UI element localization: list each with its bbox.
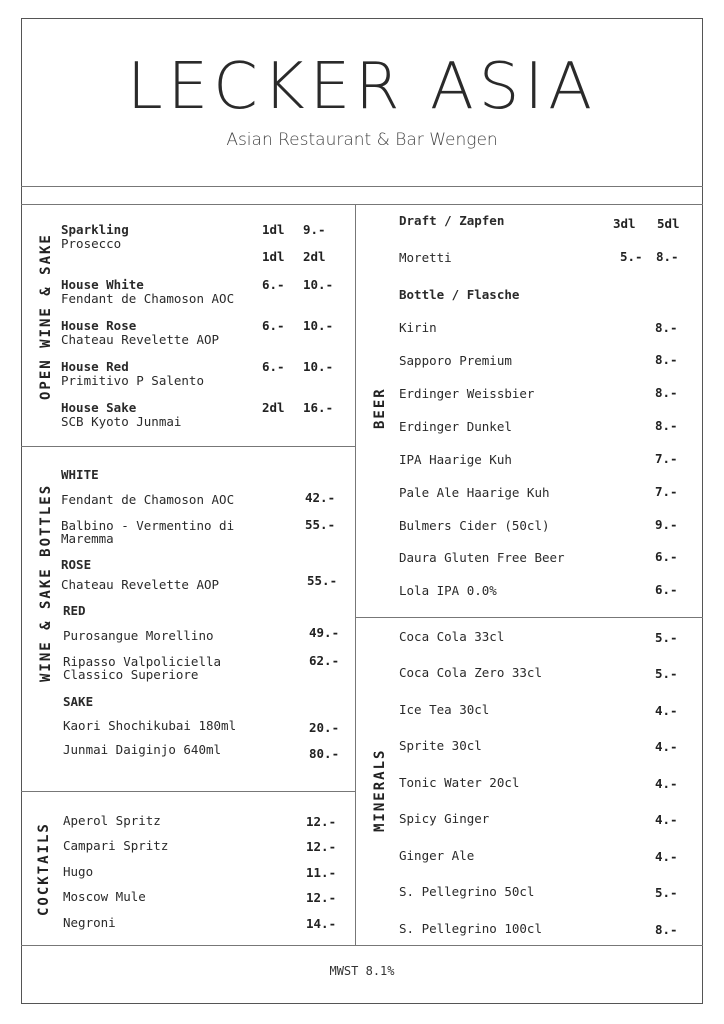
beer-item-7-name: Bulmers Cider (50cl) — [399, 518, 550, 533]
beer-label: BEER — [372, 387, 388, 429]
house-rose-name: House Rose — [61, 318, 137, 333]
mineral-item-8-price: 5.- — [655, 885, 678, 900]
white-item-2-name: Balbino - Vermentino di — [61, 518, 235, 533]
open-wine-size-2: 2dl — [303, 249, 326, 264]
beer-item-8-name: Daura Gluten Free Beer — [399, 550, 565, 565]
mineral-item-6-price: 4.- — [655, 812, 678, 827]
cocktail-item-5-name: Negroni — [63, 915, 116, 930]
sparkling-name: Sparkling — [61, 222, 129, 237]
header-divider-1 — [21, 186, 703, 187]
cocktail-item-4-name: Moscow Mule — [63, 889, 146, 904]
rose-heading: ROSE — [61, 557, 92, 572]
sparkling-price: 9.- — [303, 222, 326, 237]
house-red-price-2: 10.- — [303, 359, 334, 374]
mineral-item-5-price: 4.- — [655, 776, 678, 791]
beer-item-7-price: 9.- — [655, 517, 678, 532]
mineral-item-9-price: 8.- — [655, 922, 678, 937]
draft-item-name: Moretti — [399, 250, 452, 265]
sake-item-2-price: 80.- — [309, 746, 340, 761]
beer-item-9-price: 6.- — [655, 582, 678, 597]
open-wine-divider — [21, 446, 355, 447]
beer-item-9-name: Lola IPA 0.0% — [399, 583, 497, 598]
cocktail-item-5-price: 14.- — [306, 916, 337, 931]
restaurant-title: LECKER ASIA — [126, 50, 598, 124]
house-red-name: House Red — [61, 359, 129, 374]
footer-divider — [21, 945, 703, 946]
sparkling-desc: Prosecco — [61, 236, 122, 251]
mineral-item-1-name: Coca Cola 33cl — [399, 629, 505, 644]
house-sake-desc: SCB Kyoto Junmai — [61, 414, 182, 429]
house-white-price-2: 10.- — [303, 277, 334, 292]
mineral-item-9-name: S. Pellegrino 100cl — [399, 921, 542, 936]
cocktail-item-2-name: Campari Spritz — [63, 838, 169, 853]
draft-heading: Draft / Zapfen — [399, 213, 505, 228]
house-red-desc: Primitivo P Salento — [61, 373, 204, 388]
mineral-item-8-name: S. Pellegrino 50cl — [399, 884, 535, 899]
house-rose-price-1: 6.- — [262, 318, 285, 333]
open-wine-size-1: 1dl — [262, 249, 285, 264]
sparkling-size: 1dl — [262, 222, 285, 237]
beer-item-5-price: 7.- — [655, 451, 678, 466]
sake-item-2-name: Junmai Daiginjo 640ml — [63, 742, 222, 757]
bottle-heading: Bottle / Flasche — [399, 287, 520, 302]
beer-item-3-price: 8.- — [655, 385, 678, 400]
mineral-item-1-price: 5.- — [655, 630, 678, 645]
beer-item-4-name: Erdinger Dunkel — [399, 419, 512, 434]
menu-frame — [21, 18, 703, 1004]
mineral-item-7-name: Ginger Ale — [399, 848, 475, 863]
sake-item-1-price: 20.- — [309, 720, 340, 735]
beer-item-1-price: 8.- — [655, 320, 678, 335]
house-red-price-1: 6.- — [262, 359, 285, 374]
sake-heading: SAKE — [63, 694, 94, 709]
house-sake-name: House Sake — [61, 400, 137, 415]
house-white-name: House White — [61, 277, 144, 292]
rose-item-1-price: 55.- — [307, 573, 338, 588]
mineral-item-4-price: 4.- — [655, 739, 678, 754]
draft-size-1: 3dl — [613, 216, 636, 231]
minerals-label: MINERALS — [372, 748, 388, 832]
red-item-1-price: 49.- — [309, 625, 340, 640]
red-item-2-name-cont: Classico Superiore — [63, 667, 199, 682]
header-divider-2 — [21, 204, 703, 205]
mineral-item-2-price: 5.- — [655, 666, 678, 681]
mineral-item-6-name: Spicy Ginger — [399, 811, 490, 826]
mineral-item-3-price: 4.- — [655, 703, 678, 718]
white-item-2-name-cont: Maremma — [61, 531, 114, 546]
mineral-item-2-name: Coca Cola Zero 33cl — [399, 665, 542, 680]
house-white-desc: Fendant de Chamoson AOC — [61, 291, 235, 306]
house-sake-price: 16.- — [303, 400, 334, 415]
vat-note: MWST 8.1% — [329, 964, 395, 978]
beer-item-1-name: Kirin — [399, 320, 437, 335]
sake-item-1-name: Kaori Shochikubai 180ml — [63, 718, 237, 733]
mineral-item-3-name: Ice Tea 30cl — [399, 702, 490, 717]
cocktail-item-1-name: Aperol Spritz — [63, 813, 161, 828]
house-white-price-1: 6.- — [262, 277, 285, 292]
mineral-item-5-name: Tonic Water 20cl — [399, 775, 520, 790]
beer-item-6-price: 7.- — [655, 484, 678, 499]
cocktail-item-2-price: 12.- — [306, 839, 337, 854]
draft-size-2: 5dl — [657, 216, 680, 231]
red-heading: RED — [63, 603, 86, 618]
beer-item-4-price: 8.- — [655, 418, 678, 433]
beer-item-8-price: 6.- — [655, 549, 678, 564]
red-item-1-name: Purosangue Morellino — [63, 628, 214, 643]
draft-item-price-2: 8.- — [656, 249, 679, 264]
beer-divider — [355, 617, 703, 618]
bottles-label: WINE & SAKE BOTTLES — [38, 483, 54, 682]
red-item-2-name: Ripasso Valpoliciella — [63, 654, 222, 669]
cocktail-item-3-price: 11.- — [306, 865, 337, 880]
red-item-2-price: 62.- — [309, 653, 340, 668]
draft-item-price-1: 5.- — [620, 249, 643, 264]
house-rose-price-2: 10.- — [303, 318, 334, 333]
rose-item-1-name: Chateau Revelette AOP — [61, 577, 220, 592]
restaurant-subtitle: Asian Restaurant & Bar Wengen — [226, 130, 498, 150]
white-item-2-price: 55.- — [305, 517, 336, 532]
mineral-item-4-name: Sprite 30cl — [399, 738, 482, 753]
beer-item-6-name: Pale Ale Haarige Kuh — [399, 485, 550, 500]
white-item-1-name: Fendant de Chamoson AOC — [61, 492, 235, 507]
house-sake-size: 2dl — [262, 400, 285, 415]
beer-item-5-name: IPA Haarige Kuh — [399, 452, 512, 467]
beer-item-2-name: Sapporo Premium — [399, 353, 512, 368]
cocktails-label: COCKTAILS — [36, 822, 52, 916]
beer-item-2-price: 8.- — [655, 352, 678, 367]
cocktail-item-4-price: 12.- — [306, 890, 337, 905]
mineral-item-7-price: 4.- — [655, 849, 678, 864]
beer-item-3-name: Erdinger Weissbier — [399, 386, 535, 401]
house-rose-desc: Chateau Revelette AOP — [61, 332, 220, 347]
white-item-1-price: 42.- — [305, 490, 336, 505]
white-heading: WHITE — [61, 467, 99, 482]
bottles-divider — [21, 791, 355, 792]
cocktail-item-3-name: Hugo — [63, 864, 94, 879]
column-divider — [355, 204, 356, 945]
cocktail-item-1-price: 12.- — [306, 814, 337, 829]
open-wine-label: OPEN WINE & SAKE — [38, 233, 54, 400]
